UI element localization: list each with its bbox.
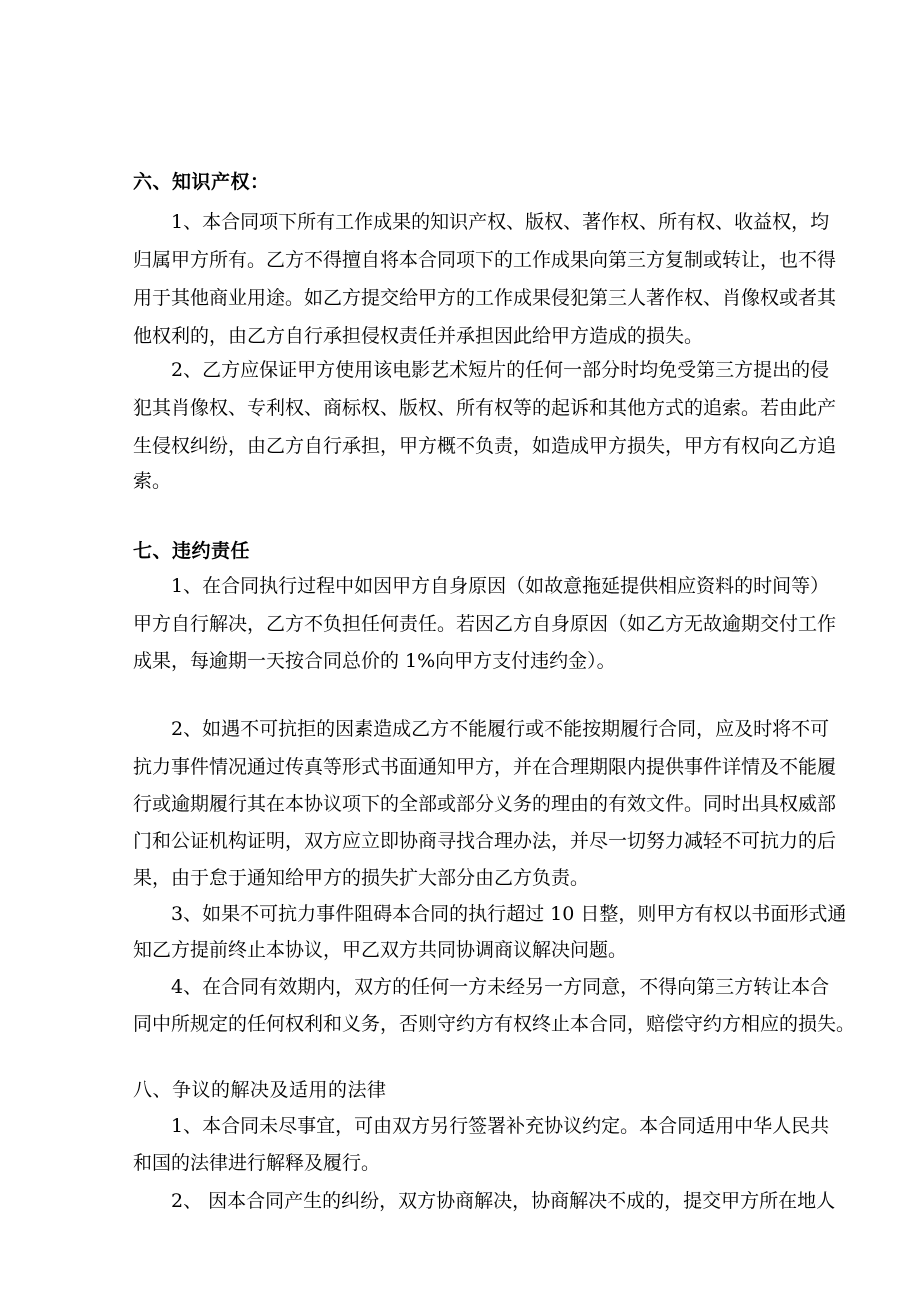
liability-clause-3-line-2: 知乙方提前终止本协议，甲乙双方共同协调商议解决问题。 bbox=[133, 939, 628, 961]
liability-clause-2-line-5: 果，由于怠于通知给甲方的损失扩大部分由乙方负责。 bbox=[133, 867, 590, 889]
ip-clause-2-line-2: 犯其肖像权、专利权、商标权、版权、所有权等的起诉和其他方式的追索。若由此产 bbox=[133, 397, 837, 419]
ip-clause-1-line-1: 1、本合同项下所有工作成果的知识产权、版权、著作权、所有权、收益权，均 bbox=[171, 211, 830, 233]
liability-clause-2-line-2: 抗力事件情况通过传真等形式书面通知甲方，并在合理期限内提供事件详情及不能履 bbox=[133, 756, 837, 778]
section-heading-liability: 七、违约责任 bbox=[133, 540, 251, 562]
disputes-clause-1-line-2: 和国的法律进行解释及履行。 bbox=[133, 1152, 381, 1174]
liability-clause-4-line-1: 4、在合同有效期内，双方的任何一方未经另一方同意，不得向第三方转让本合 bbox=[171, 976, 830, 998]
ip-clause-1-line-4: 他权利的，由乙方自行承担侵权责任并承担因此给甲方造成的损失。 bbox=[133, 325, 704, 347]
liability-clause-3-line-1: 3、如果不可抗力事件阻碍本合同的执行超过 10 日整，则甲方有权以书面形式通 bbox=[171, 903, 847, 925]
liability-clause-2-line-4: 门和公证机构证明，双方应立即协商寻找合理办法，并尽一切努力减轻不可抗力的后 bbox=[133, 830, 837, 852]
disputes-clause-1-line-1: 1、本合同未尽事宜，可由双方另行签署补充协议约定。本合同适用中华人民共 bbox=[171, 1115, 830, 1137]
liability-clause-2-line-3: 行或逾期履行其在本协议项下的全部或部分义务的理由的有效文件。同时出具权威部 bbox=[133, 793, 837, 815]
ip-clause-2-line-3: 生侵权纠纷，由乙方自行承担，甲方概不负责，如造成甲方损失，甲方有权向乙方追 bbox=[133, 435, 837, 457]
liability-clause-4-line-2: 同中所规定的任何权利和义务，否则守约方有权终止本合同，赔偿守约方相应的损失。 bbox=[133, 1013, 856, 1035]
liability-clause-1-line-2: 甲方自行解决，乙方不负担任何责任。若因乙方自身原因（如乙方无故逾期交付工作 bbox=[133, 613, 837, 635]
ip-clause-1-line-3: 用于其他商业用途。如乙方提交给甲方的工作成果侵犯第三人著作权、肖像权或者其 bbox=[133, 287, 837, 309]
ip-clause-2-line-1: 2、乙方应保证甲方使用该电影艺术短片的任何一部分时均免受第三方提出的侵 bbox=[171, 359, 830, 381]
liability-clause-1-line-1: 1、在合同执行过程中如因甲方自身原因（如故意拖延提供相应资料的时间等） bbox=[171, 575, 830, 597]
liability-clause-1-line-3: 成果，每逾期一天按合同总价的 1%向甲方支付违约金）。 bbox=[133, 650, 616, 672]
ip-clause-1-line-2: 归属甲方所有。乙方不得擅自将本合同项下的工作成果向第三方复制或转让，也不得 bbox=[133, 249, 837, 271]
disputes-clause-2-line-1: 2、 因本合同产生的纠纷，双方协商解决，协商解决不成的，提交甲方所在地人 bbox=[171, 1190, 836, 1212]
ip-clause-2-line-4: 索。 bbox=[133, 470, 172, 492]
section-heading-disputes: 八、争议的解决及适用的法律 bbox=[133, 1079, 387, 1101]
liability-clause-2-line-1: 2、如遇不可抗拒的因素造成乙方不能履行或不能按期履行合同，应及时将不可 bbox=[171, 718, 830, 740]
section-heading-ip: 六、知识产权： bbox=[133, 171, 270, 193]
